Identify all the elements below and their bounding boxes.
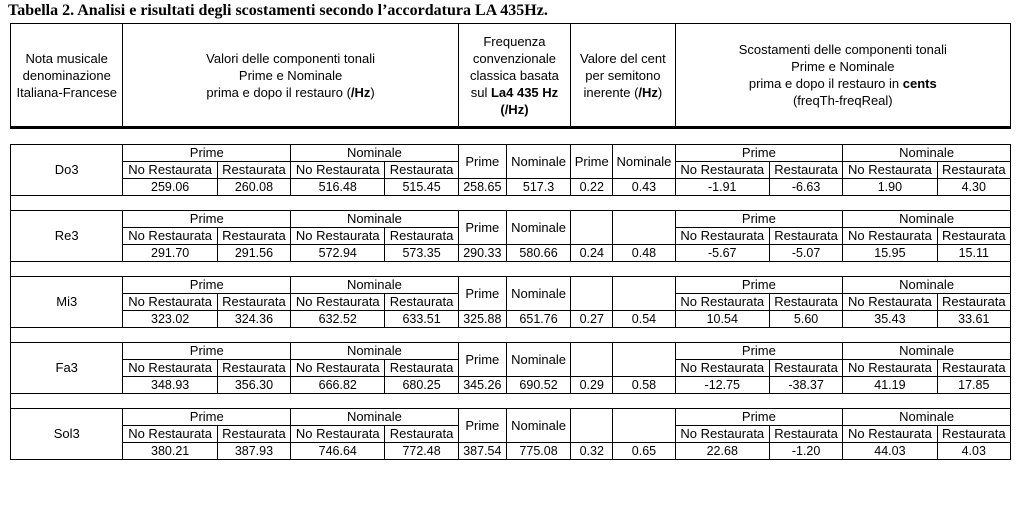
- dev-prime-label: Prime: [675, 343, 843, 360]
- value-cell: 0.65: [613, 443, 675, 460]
- note-row-values: [11, 377, 1011, 394]
- no-restaurata-label: No Restaurata: [291, 228, 385, 245]
- value-cell: 0.54: [613, 311, 675, 328]
- value-cell: 633.51: [385, 311, 458, 328]
- dev-no-restaurata-label: No Restaurata: [675, 228, 769, 245]
- value-cell: -12.75: [675, 377, 769, 394]
- dev-restaurata-label: Restaurata: [769, 228, 842, 245]
- value-cell: 775.08: [506, 443, 570, 460]
- value-cell: 387.54: [458, 443, 506, 460]
- prime-label: Prime: [123, 409, 291, 426]
- cent-nominale-label: Nominale: [613, 145, 675, 179]
- value-cell: 632.52: [291, 311, 385, 328]
- dev-restaurata-label: Restaurata: [937, 294, 1010, 311]
- value-cell: 580.66: [506, 245, 570, 262]
- dev-restaurata-label: Restaurata: [769, 360, 842, 377]
- dev-no-restaurata-label: No Restaurata: [843, 228, 937, 245]
- dev-nominale-label: Nominale: [843, 145, 1011, 162]
- value-cell: 1.90: [843, 179, 937, 196]
- dev-no-restaurata-label: No Restaurata: [843, 162, 937, 179]
- value-cell: 35.43: [843, 311, 937, 328]
- dev-prime-label: Prime: [675, 211, 843, 228]
- dev-prime-label: Prime: [675, 409, 843, 426]
- restaurata-label: Restaurata: [217, 294, 290, 311]
- note-name: Do3: [11, 145, 123, 196]
- freq-nominale-label: Nominale: [506, 211, 570, 245]
- dev-no-restaurata-label: No Restaurata: [675, 162, 769, 179]
- value-cell: 0.32: [571, 443, 613, 460]
- no-restaurata-label: No Restaurata: [291, 426, 385, 443]
- value-cell: 0.48: [613, 245, 675, 262]
- dev-no-restaurata-label: No Restaurata: [675, 294, 769, 311]
- no-restaurata-label: No Restaurata: [291, 294, 385, 311]
- value-cell: 41.19: [843, 377, 937, 394]
- value-cell: 0.58: [613, 377, 675, 394]
- note-row-header-1: [11, 343, 1011, 360]
- dev-nominale-label: Nominale: [843, 409, 1011, 426]
- note-name: Sol3: [11, 409, 123, 460]
- value-cell: 5.60: [769, 311, 842, 328]
- nominale-label: Nominale: [291, 277, 459, 294]
- value-cell: 573.35: [385, 245, 458, 262]
- value-cell: 516.48: [291, 179, 385, 196]
- analysis-table: [10, 23, 1011, 460]
- value-cell: 690.52: [506, 377, 570, 394]
- value-cell: 380.21: [123, 443, 217, 460]
- value-cell: -5.67: [675, 245, 769, 262]
- header-values: Valori delle componenti tonali Prime e Nominale prima e dopo il restauro (/Hz): [123, 24, 458, 128]
- value-cell: -6.63: [769, 179, 842, 196]
- value-cell: 260.08: [217, 179, 290, 196]
- cent-nominale-blank: [613, 211, 675, 245]
- freq-prime-label: Prime: [458, 145, 506, 179]
- value-cell: 680.25: [385, 377, 458, 394]
- value-cell: 772.48: [385, 443, 458, 460]
- header-note: Nota musicale denominazione Italiana-Francese: [11, 24, 123, 128]
- dev-no-restaurata-label: No Restaurata: [675, 426, 769, 443]
- header-separator: [11, 128, 1011, 145]
- value-cell: 15.95: [843, 245, 937, 262]
- no-restaurata-label: No Restaurata: [123, 294, 217, 311]
- value-cell: -1.20: [769, 443, 842, 460]
- prime-label: Prime: [123, 277, 291, 294]
- nominale-label: Nominale: [291, 343, 459, 360]
- value-cell: 291.70: [123, 245, 217, 262]
- no-restaurata-label: No Restaurata: [123, 228, 217, 245]
- value-cell: 44.03: [843, 443, 937, 460]
- cent-nominale-blank: [613, 409, 675, 443]
- value-cell: 345.26: [458, 377, 506, 394]
- prime-label: Prime: [123, 211, 291, 228]
- dev-no-restaurata-label: No Restaurata: [675, 360, 769, 377]
- value-cell: 666.82: [291, 377, 385, 394]
- value-cell: 356.30: [217, 377, 290, 394]
- cent-prime-blank: [571, 277, 613, 311]
- freq-prime-label: Prime: [458, 211, 506, 245]
- value-cell: 4.03: [937, 443, 1010, 460]
- value-cell: 325.88: [458, 311, 506, 328]
- note-row-values: [11, 179, 1011, 196]
- restaurata-label: Restaurata: [385, 294, 458, 311]
- freq-prime-label: Prime: [458, 277, 506, 311]
- restaurata-label: Restaurata: [385, 162, 458, 179]
- value-cell: 323.02: [123, 311, 217, 328]
- dev-no-restaurata-label: No Restaurata: [843, 360, 937, 377]
- value-cell: 291.56: [217, 245, 290, 262]
- freq-prime-label: Prime: [458, 343, 506, 377]
- restaurata-label: Restaurata: [217, 360, 290, 377]
- value-cell: 4.30: [937, 179, 1010, 196]
- dev-restaurata-label: Restaurata: [769, 162, 842, 179]
- dev-prime-label: Prime: [675, 277, 843, 294]
- freq-nominale-label: Nominale: [506, 409, 570, 443]
- value-cell: -1.91: [675, 179, 769, 196]
- freq-prime-label: Prime: [458, 409, 506, 443]
- dev-no-restaurata-label: No Restaurata: [843, 426, 937, 443]
- note-name: Mi3: [11, 277, 123, 328]
- value-cell: 0.27: [571, 311, 613, 328]
- no-restaurata-label: No Restaurata: [291, 162, 385, 179]
- value-cell: 17.85: [937, 377, 1010, 394]
- value-cell: 0.24: [571, 245, 613, 262]
- value-cell: 290.33: [458, 245, 506, 262]
- header-frequency: Frequenza convenzionale classica basata sul La4 435 Hz (/Hz): [458, 24, 570, 128]
- freq-nominale-label: Nominale: [506, 343, 570, 377]
- note-name: Fa3: [11, 343, 123, 394]
- value-cell: 10.54: [675, 311, 769, 328]
- note-row-values: [11, 443, 1011, 460]
- restaurata-label: Restaurata: [385, 426, 458, 443]
- value-cell: 258.65: [458, 179, 506, 196]
- value-cell: 0.22: [571, 179, 613, 196]
- value-cell: 0.43: [613, 179, 675, 196]
- nominale-label: Nominale: [291, 145, 459, 162]
- value-cell: 515.45: [385, 179, 458, 196]
- row-gap: [11, 394, 1011, 409]
- restaurata-label: Restaurata: [217, 228, 290, 245]
- no-restaurata-label: No Restaurata: [123, 360, 217, 377]
- value-cell: 572.94: [291, 245, 385, 262]
- value-cell: 651.76: [506, 311, 570, 328]
- cent-prime-blank: [571, 343, 613, 377]
- no-restaurata-label: No Restaurata: [123, 162, 217, 179]
- value-cell: -38.37: [769, 377, 842, 394]
- cent-prime-label: Prime: [571, 145, 613, 179]
- value-cell: 387.93: [217, 443, 290, 460]
- dev-no-restaurata-label: No Restaurata: [843, 294, 937, 311]
- restaurata-label: Restaurata: [385, 360, 458, 377]
- dev-prime-label: Prime: [675, 145, 843, 162]
- value-cell: 746.64: [291, 443, 385, 460]
- restaurata-label: Restaurata: [385, 228, 458, 245]
- value-cell: 517.3: [506, 179, 570, 196]
- note-row-values: [11, 311, 1011, 328]
- value-cell: 0.29: [571, 377, 613, 394]
- dev-nominale-label: Nominale: [843, 277, 1011, 294]
- value-cell: 259.06: [123, 179, 217, 196]
- cent-nominale-blank: [613, 277, 675, 311]
- note-name: Re3: [11, 211, 123, 262]
- table-caption: Tabella 2. Analisi e risultati degli scostamenti secondo l’accordatura LA 435Hz.: [8, 2, 548, 19]
- row-gap: [11, 262, 1011, 277]
- nominale-label: Nominale: [291, 409, 459, 426]
- prime-label: Prime: [123, 343, 291, 360]
- dev-restaurata-label: Restaurata: [937, 426, 1010, 443]
- header-deviations: Scostamenti delle componenti tonali Prime e Nominale prima e dopo il restauro in cents (freqTh-freqReal): [675, 24, 1010, 128]
- value-cell: -5.07: [769, 245, 842, 262]
- restaurata-label: Restaurata: [217, 162, 290, 179]
- dev-nominale-label: Nominale: [843, 343, 1011, 360]
- row-gap: [11, 328, 1011, 343]
- no-restaurata-label: No Restaurata: [291, 360, 385, 377]
- cent-prime-blank: [571, 409, 613, 443]
- note-row-header-1: [11, 145, 1011, 162]
- cent-prime-blank: [571, 211, 613, 245]
- freq-nominale-label: Nominale: [506, 277, 570, 311]
- cent-nominale-blank: [613, 343, 675, 377]
- dev-restaurata-label: Restaurata: [937, 228, 1010, 245]
- dev-restaurata-label: Restaurata: [769, 294, 842, 311]
- dev-nominale-label: Nominale: [843, 211, 1011, 228]
- value-cell: 15.11: [937, 245, 1010, 262]
- value-cell: 22.68: [675, 443, 769, 460]
- freq-nominale-label: Nominale: [506, 145, 570, 179]
- dev-restaurata-label: Restaurata: [769, 426, 842, 443]
- header-row: [11, 24, 1011, 128]
- value-cell: 324.36: [217, 311, 290, 328]
- restaurata-label: Restaurata: [217, 426, 290, 443]
- value-cell: 33.61: [937, 311, 1010, 328]
- header-cent: Valore del cent per semitono inerente (/Hz): [571, 24, 675, 128]
- no-restaurata-label: No Restaurata: [123, 426, 217, 443]
- prime-label: Prime: [123, 145, 291, 162]
- note-row-values: [11, 245, 1011, 262]
- row-gap: [11, 196, 1011, 211]
- dev-restaurata-label: Restaurata: [937, 162, 1010, 179]
- nominale-label: Nominale: [291, 211, 459, 228]
- note-row-header-1: [11, 211, 1011, 228]
- value-cell: 348.93: [123, 377, 217, 394]
- note-row-header-1: [11, 409, 1011, 426]
- note-row-header-1: [11, 277, 1011, 294]
- dev-restaurata-label: Restaurata: [937, 360, 1010, 377]
